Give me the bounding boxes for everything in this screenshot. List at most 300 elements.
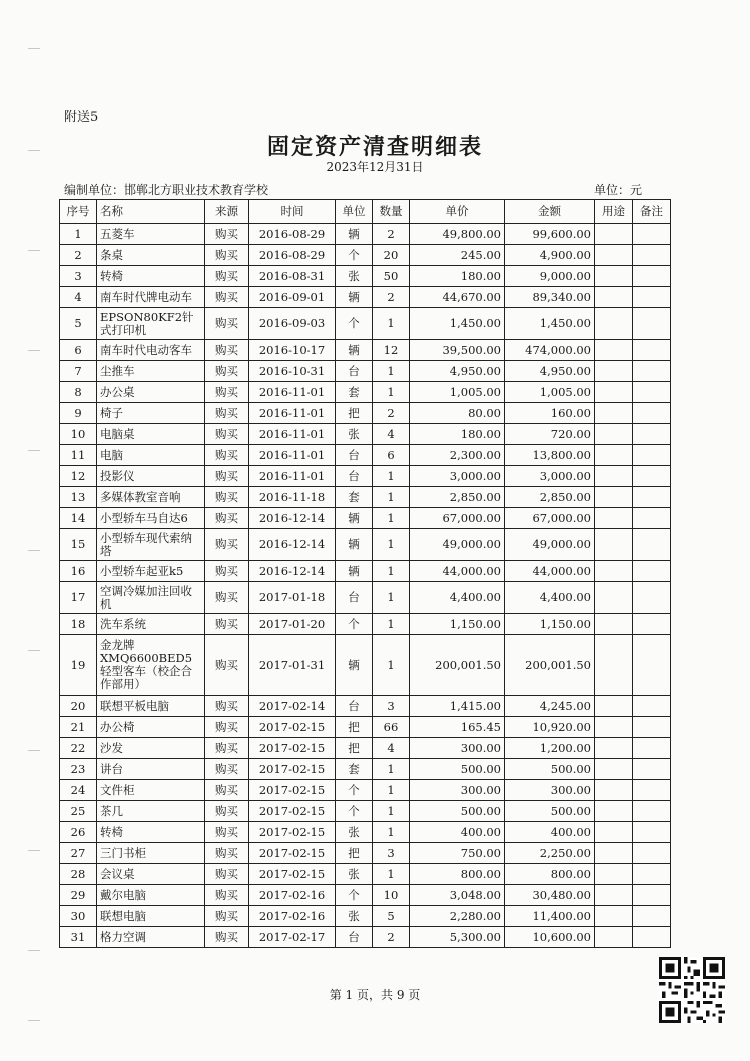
cell-amount: 1,450.00 xyxy=(505,308,595,340)
cell-price: 67,000.00 xyxy=(410,508,505,529)
cell-remark xyxy=(633,529,671,561)
cell-seq: 24 xyxy=(60,780,97,801)
cell-name: 会议桌 xyxy=(97,864,205,885)
cell-usage xyxy=(595,864,633,885)
cell-usage xyxy=(595,245,633,266)
cell-name: 小型轿车现代索纳塔 xyxy=(97,529,205,561)
table-row xyxy=(60,382,671,403)
table-row xyxy=(60,361,671,382)
cell-seq: 1 xyxy=(60,224,97,245)
col-header-name: 名称 xyxy=(97,200,205,224)
table-row xyxy=(60,906,671,927)
cell-usage xyxy=(595,308,633,340)
cell-price: 2,280.00 xyxy=(410,906,505,927)
cell-remark xyxy=(633,864,671,885)
cell-qty: 10 xyxy=(373,885,410,906)
cell-price: 2,850.00 xyxy=(410,487,505,508)
cell-amount: 1,150.00 xyxy=(505,614,595,635)
cell-amount: 720.00 xyxy=(505,424,595,445)
cell-qty: 1 xyxy=(373,801,410,822)
table-row xyxy=(60,340,671,361)
table-row xyxy=(60,245,671,266)
cell-unit: 辆 xyxy=(336,529,373,561)
cell-amount: 1,005.00 xyxy=(505,382,595,403)
cell-qty: 1 xyxy=(373,822,410,843)
cell-qty: 66 xyxy=(373,717,410,738)
cell-date: 2016-11-01 xyxy=(249,445,336,466)
report-date: 2023年12月31日 xyxy=(326,160,424,174)
table-row xyxy=(60,927,671,948)
cell-name: 五菱车 xyxy=(97,224,205,245)
cell-qty: 1 xyxy=(373,561,410,582)
cell-qty: 1 xyxy=(373,466,410,487)
cell-qty: 1 xyxy=(373,361,410,382)
cell-usage xyxy=(595,529,633,561)
cell-unit: 台 xyxy=(336,466,373,487)
scan-mark xyxy=(28,750,40,751)
cell-remark xyxy=(633,696,671,717)
cell-name: 南车时代电动客车 xyxy=(97,340,205,361)
cell-name: 投影仪 xyxy=(97,466,205,487)
cell-date: 2017-02-16 xyxy=(249,906,336,927)
annex-label: 附送5 xyxy=(64,110,99,125)
currency-unit-label: 单位：元 xyxy=(593,183,642,197)
scan-mark xyxy=(28,550,40,551)
cell-name: 洗车系统 xyxy=(97,614,205,635)
cell-unit: 个 xyxy=(336,614,373,635)
cell-source: 购买 xyxy=(205,403,249,424)
cell-source: 购买 xyxy=(205,466,249,487)
cell-source: 购买 xyxy=(205,759,249,780)
table-row xyxy=(60,696,671,717)
cell-date: 2017-02-15 xyxy=(249,717,336,738)
col-header-source: 来源 xyxy=(205,200,249,224)
table-row xyxy=(60,843,671,864)
scan-mark xyxy=(28,450,40,451)
cell-usage xyxy=(595,508,633,529)
cell-price: 245.00 xyxy=(410,245,505,266)
cell-seq: 31 xyxy=(60,927,97,948)
cell-qty: 12 xyxy=(373,340,410,361)
cell-date: 2016-12-14 xyxy=(249,561,336,582)
cell-qty: 6 xyxy=(373,445,410,466)
cell-price: 300.00 xyxy=(410,738,505,759)
qr-code-icon xyxy=(659,957,725,1023)
cell-date: 2017-02-15 xyxy=(249,843,336,864)
cell-name: 沙发 xyxy=(97,738,205,759)
cell-date: 2017-02-16 xyxy=(249,885,336,906)
cell-amount: 4,245.00 xyxy=(505,696,595,717)
cell-source: 购买 xyxy=(205,864,249,885)
cell-usage xyxy=(595,885,633,906)
cell-source: 购买 xyxy=(205,801,249,822)
cell-date: 2016-12-14 xyxy=(249,529,336,561)
col-header-unit: 单位 xyxy=(336,200,373,224)
cell-usage xyxy=(595,382,633,403)
cell-usage xyxy=(595,635,633,696)
cell-unit: 个 xyxy=(336,780,373,801)
cell-date: 2016-11-01 xyxy=(249,403,336,424)
cell-remark xyxy=(633,245,671,266)
cell-amount: 4,400.00 xyxy=(505,582,595,614)
cell-qty: 1 xyxy=(373,308,410,340)
cell-qty: 1 xyxy=(373,508,410,529)
cell-name: 戴尔电脑 xyxy=(97,885,205,906)
cell-qty: 50 xyxy=(373,266,410,287)
cell-source: 购买 xyxy=(205,780,249,801)
cell-qty: 1 xyxy=(373,635,410,696)
cell-qty: 20 xyxy=(373,245,410,266)
cell-amount: 10,600.00 xyxy=(505,927,595,948)
cell-price: 300.00 xyxy=(410,780,505,801)
cell-usage xyxy=(595,822,633,843)
cell-usage xyxy=(595,424,633,445)
cell-unit: 台 xyxy=(336,927,373,948)
cell-remark xyxy=(633,906,671,927)
table-row xyxy=(60,424,671,445)
cell-remark xyxy=(633,466,671,487)
cell-unit: 张 xyxy=(336,822,373,843)
cell-name: 电脑桌 xyxy=(97,424,205,445)
cell-date: 2017-01-18 xyxy=(249,582,336,614)
cell-remark xyxy=(633,266,671,287)
col-header-qty: 数量 xyxy=(373,200,410,224)
cell-name: 讲台 xyxy=(97,759,205,780)
cell-unit: 个 xyxy=(336,308,373,340)
table-row xyxy=(60,287,671,308)
cell-qty: 2 xyxy=(373,224,410,245)
cell-price: 180.00 xyxy=(410,266,505,287)
cell-price: 165.45 xyxy=(410,717,505,738)
cell-unit: 辆 xyxy=(336,635,373,696)
cell-price: 3,048.00 xyxy=(410,885,505,906)
cell-source: 购买 xyxy=(205,927,249,948)
cell-date: 2016-11-01 xyxy=(249,466,336,487)
cell-date: 2017-02-14 xyxy=(249,696,336,717)
cell-date: 2016-09-03 xyxy=(249,308,336,340)
asset-table xyxy=(59,199,671,948)
cell-seq: 6 xyxy=(60,340,97,361)
cell-price: 500.00 xyxy=(410,759,505,780)
cell-price: 1,005.00 xyxy=(410,382,505,403)
cell-source: 购买 xyxy=(205,529,249,561)
cell-unit: 把 xyxy=(336,717,373,738)
cell-amount: 9,000.00 xyxy=(505,266,595,287)
cell-date: 2016-08-29 xyxy=(249,224,336,245)
cell-date: 2016-09-01 xyxy=(249,287,336,308)
cell-amount: 800.00 xyxy=(505,864,595,885)
cell-qty: 4 xyxy=(373,424,410,445)
cell-source: 购买 xyxy=(205,561,249,582)
table-row xyxy=(60,403,671,424)
cell-seq: 28 xyxy=(60,864,97,885)
cell-source: 购买 xyxy=(205,287,249,308)
cell-qty: 1 xyxy=(373,382,410,403)
table-row xyxy=(60,801,671,822)
cell-remark xyxy=(633,308,671,340)
cell-seq: 5 xyxy=(60,308,97,340)
cell-remark xyxy=(633,635,671,696)
cell-amount: 89,340.00 xyxy=(505,287,595,308)
cell-qty: 2 xyxy=(373,927,410,948)
table-row xyxy=(60,635,671,696)
page-footer: 第 1 页，共 9 页 xyxy=(329,988,421,1002)
table-row xyxy=(60,738,671,759)
cell-name: 办公桌 xyxy=(97,382,205,403)
cell-date: 2016-08-31 xyxy=(249,266,336,287)
cell-name: 办公椅 xyxy=(97,717,205,738)
cell-source: 购买 xyxy=(205,696,249,717)
cell-date: 2017-02-15 xyxy=(249,780,336,801)
table-row xyxy=(60,224,671,245)
cell-unit: 辆 xyxy=(336,287,373,308)
cell-usage xyxy=(595,466,633,487)
cell-amount: 400.00 xyxy=(505,822,595,843)
cell-date: 2016-11-01 xyxy=(249,382,336,403)
cell-qty: 1 xyxy=(373,759,410,780)
cell-price: 3,000.00 xyxy=(410,466,505,487)
cell-amount: 4,950.00 xyxy=(505,361,595,382)
cell-price: 44,000.00 xyxy=(410,561,505,582)
cell-unit: 张 xyxy=(336,864,373,885)
cell-price: 750.00 xyxy=(410,843,505,864)
table-header-row xyxy=(60,200,671,224)
cell-remark xyxy=(633,614,671,635)
cell-amount: 13,800.00 xyxy=(505,445,595,466)
cell-unit: 张 xyxy=(336,266,373,287)
cell-price: 4,950.00 xyxy=(410,361,505,382)
cell-seq: 7 xyxy=(60,361,97,382)
cell-price: 44,670.00 xyxy=(410,287,505,308)
cell-seq: 22 xyxy=(60,738,97,759)
cell-unit: 把 xyxy=(336,403,373,424)
cell-remark xyxy=(633,780,671,801)
cell-source: 购买 xyxy=(205,445,249,466)
cell-seq: 3 xyxy=(60,266,97,287)
cell-source: 购买 xyxy=(205,906,249,927)
cell-price: 49,000.00 xyxy=(410,529,505,561)
cell-qty: 3 xyxy=(373,696,410,717)
cell-unit: 台 xyxy=(336,445,373,466)
table-row xyxy=(60,561,671,582)
cell-amount: 10,920.00 xyxy=(505,717,595,738)
table-row xyxy=(60,508,671,529)
cell-name: 小型轿车起亚k5 xyxy=(97,561,205,582)
cell-source: 购买 xyxy=(205,487,249,508)
cell-date: 2017-02-17 xyxy=(249,927,336,948)
cell-price: 4,400.00 xyxy=(410,582,505,614)
cell-seq: 14 xyxy=(60,508,97,529)
cell-unit: 张 xyxy=(336,424,373,445)
cell-amount: 2,250.00 xyxy=(505,843,595,864)
cell-price: 39,500.00 xyxy=(410,340,505,361)
cell-source: 购买 xyxy=(205,635,249,696)
cell-price: 5,300.00 xyxy=(410,927,505,948)
cell-date: 2017-02-15 xyxy=(249,801,336,822)
cell-name: 多媒体教室音响 xyxy=(97,487,205,508)
cell-source: 购买 xyxy=(205,245,249,266)
cell-unit: 套 xyxy=(336,382,373,403)
scan-mark xyxy=(28,950,40,951)
cell-name: 转椅 xyxy=(97,822,205,843)
cell-seq: 13 xyxy=(60,487,97,508)
cell-usage xyxy=(595,403,633,424)
cell-date: 2017-02-15 xyxy=(249,759,336,780)
scan-mark xyxy=(28,650,40,651)
cell-amount: 160.00 xyxy=(505,403,595,424)
table-row xyxy=(60,466,671,487)
cell-source: 购买 xyxy=(205,885,249,906)
cell-remark xyxy=(633,508,671,529)
cell-unit: 把 xyxy=(336,843,373,864)
cell-usage xyxy=(595,717,633,738)
cell-unit: 台 xyxy=(336,582,373,614)
table-row xyxy=(60,308,671,340)
cell-price: 1,415.00 xyxy=(410,696,505,717)
cell-usage xyxy=(595,780,633,801)
table-row xyxy=(60,885,671,906)
cell-qty: 1 xyxy=(373,529,410,561)
cell-source: 购买 xyxy=(205,424,249,445)
cell-unit: 个 xyxy=(336,245,373,266)
cell-seq: 2 xyxy=(60,245,97,266)
cell-unit: 台 xyxy=(336,696,373,717)
cell-date: 2016-10-17 xyxy=(249,340,336,361)
cell-amount: 49,000.00 xyxy=(505,529,595,561)
cell-usage xyxy=(595,487,633,508)
cell-seq: 21 xyxy=(60,717,97,738)
cell-price: 1,450.00 xyxy=(410,308,505,340)
cell-source: 购买 xyxy=(205,340,249,361)
cell-date: 2017-02-15 xyxy=(249,864,336,885)
cell-name: 电脑 xyxy=(97,445,205,466)
cell-price: 500.00 xyxy=(410,801,505,822)
cell-name: 联想平板电脑 xyxy=(97,696,205,717)
cell-unit: 辆 xyxy=(336,561,373,582)
cell-name: 茶几 xyxy=(97,801,205,822)
cell-source: 购买 xyxy=(205,224,249,245)
cell-usage xyxy=(595,561,633,582)
cell-remark xyxy=(633,445,671,466)
scan-mark xyxy=(28,850,40,851)
cell-amount: 44,000.00 xyxy=(505,561,595,582)
cell-date: 2017-02-15 xyxy=(249,738,336,759)
cell-source: 购买 xyxy=(205,614,249,635)
table-row xyxy=(60,529,671,561)
cell-remark xyxy=(633,738,671,759)
cell-unit: 辆 xyxy=(336,508,373,529)
cell-usage xyxy=(595,906,633,927)
cell-usage xyxy=(595,361,633,382)
cell-usage xyxy=(595,759,633,780)
cell-name: 条桌 xyxy=(97,245,205,266)
cell-remark xyxy=(633,340,671,361)
cell-source: 购买 xyxy=(205,508,249,529)
cell-unit: 台 xyxy=(336,361,373,382)
cell-unit: 套 xyxy=(336,759,373,780)
cell-seq: 25 xyxy=(60,801,97,822)
cell-unit: 个 xyxy=(336,885,373,906)
cell-usage xyxy=(595,266,633,287)
cell-usage xyxy=(595,927,633,948)
scan-mark xyxy=(28,48,40,49)
cell-usage xyxy=(595,614,633,635)
cell-seq: 10 xyxy=(60,424,97,445)
cell-source: 购买 xyxy=(205,382,249,403)
cell-remark xyxy=(633,561,671,582)
cell-remark xyxy=(633,382,671,403)
cell-amount: 500.00 xyxy=(505,801,595,822)
cell-price: 49,800.00 xyxy=(410,224,505,245)
cell-date: 2016-12-14 xyxy=(249,508,336,529)
cell-source: 购买 xyxy=(205,738,249,759)
cell-seq: 4 xyxy=(60,287,97,308)
cell-date: 2016-10-31 xyxy=(249,361,336,382)
cell-usage xyxy=(595,738,633,759)
cell-price: 1,150.00 xyxy=(410,614,505,635)
cell-seq: 11 xyxy=(60,445,97,466)
cell-unit: 把 xyxy=(336,738,373,759)
col-header-date: 时间 xyxy=(249,200,336,224)
cell-name: 尘推车 xyxy=(97,361,205,382)
cell-price: 200,001.50 xyxy=(410,635,505,696)
cell-price: 2,300.00 xyxy=(410,445,505,466)
cell-qty: 2 xyxy=(373,287,410,308)
cell-name: 联想电脑 xyxy=(97,906,205,927)
col-header-amount: 金额 xyxy=(505,200,595,224)
scan-mark xyxy=(28,1020,40,1021)
table-row xyxy=(60,614,671,635)
cell-remark xyxy=(633,717,671,738)
cell-remark xyxy=(633,885,671,906)
table-row xyxy=(60,864,671,885)
cell-seq: 18 xyxy=(60,614,97,635)
cell-name: 小型轿车马自达6 xyxy=(97,508,205,529)
cell-amount: 300.00 xyxy=(505,780,595,801)
cell-source: 购买 xyxy=(205,308,249,340)
page-title: 固定资产清查明细表 xyxy=(266,134,483,160)
cell-name: 转椅 xyxy=(97,266,205,287)
cell-date: 2017-02-15 xyxy=(249,822,336,843)
cell-qty: 1 xyxy=(373,780,410,801)
cell-qty: 2 xyxy=(373,403,410,424)
cell-name: 金龙牌XMQ6600BED5轻型客车（校企合作部用） xyxy=(97,635,205,696)
cell-amount: 4,900.00 xyxy=(505,245,595,266)
cell-amount: 1,200.00 xyxy=(505,738,595,759)
cell-source: 购买 xyxy=(205,843,249,864)
cell-remark xyxy=(633,927,671,948)
cell-source: 购买 xyxy=(205,361,249,382)
cell-usage xyxy=(595,801,633,822)
cell-qty: 3 xyxy=(373,843,410,864)
cell-remark xyxy=(633,287,671,308)
cell-usage xyxy=(595,582,633,614)
cell-source: 购买 xyxy=(205,822,249,843)
cell-name: 南车时代牌电动车 xyxy=(97,287,205,308)
cell-unit: 张 xyxy=(336,906,373,927)
cell-unit: 辆 xyxy=(336,340,373,361)
cell-name: 文件柜 xyxy=(97,780,205,801)
cell-price: 400.00 xyxy=(410,822,505,843)
cell-source: 购买 xyxy=(205,717,249,738)
cell-seq: 29 xyxy=(60,885,97,906)
cell-price: 180.00 xyxy=(410,424,505,445)
cell-remark xyxy=(633,843,671,864)
cell-qty: 4 xyxy=(373,738,410,759)
col-header-usage: 用途 xyxy=(595,200,633,224)
table-row xyxy=(60,822,671,843)
cell-remark xyxy=(633,403,671,424)
